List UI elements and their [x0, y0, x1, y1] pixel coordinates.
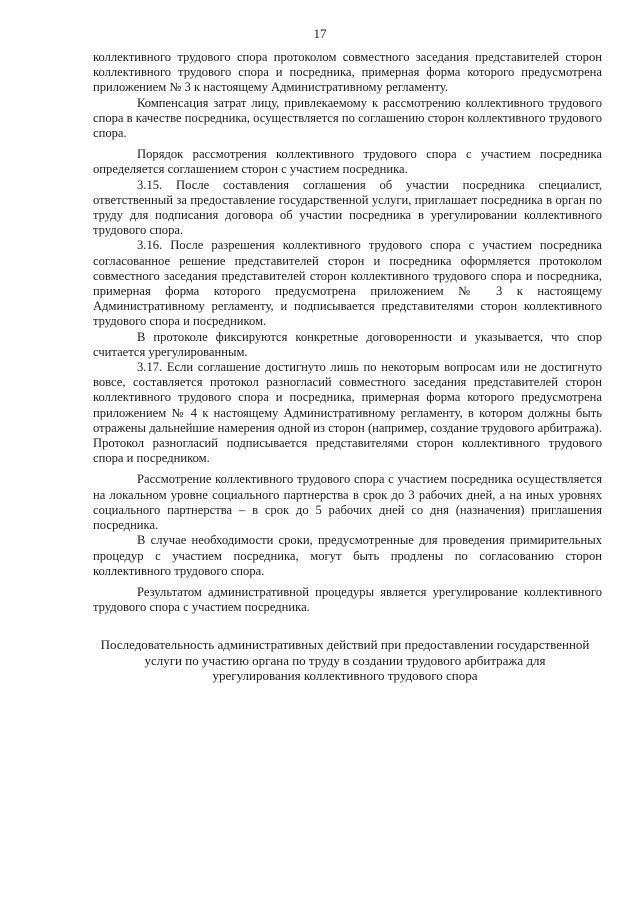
- paragraph-compensation: Компенсация затрат лицу, привлекаемому к рассмотрению коллективного трудового спора в качестве посредника, осуществляется по соглашению сторон коллективного трудового спора.: [93, 95, 602, 141]
- paragraph-extension: В случае необходимости сроки, предусмотренные для проведения примирительных процедур с участием посредника, могут быть продлены по согласованию сторон коллективного трудового спора.: [93, 533, 602, 578]
- page-number: 17: [313, 26, 327, 41]
- paragraph-3-15: 3.15. После составления соглашения об участии посредника специалист, ответственный за предоставление государственной услуги, приглашает посредника в орган по труду для подписания договора об участии посредника в урегулировании коллективного трудового спора.: [93, 177, 602, 238]
- paragraph-protocol: В протоколе фиксируются конкретные договоренности и указывается, что спор считается урегулированным.: [93, 329, 602, 359]
- paragraph-result: Результатом административной процедуры является урегулирование коллективного трудового спора с участием посредника.: [93, 584, 602, 615]
- body-text: [93, 50, 602, 615]
- paragraph-terms: Рассмотрение коллективного трудового спора с участием посредника осуществляется на локальном уровне социального партнерства в срок до 3 рабочих дней, а на иных уровнях социального партнерства – в срок до 5 рабочих дней со дня (назначения) приглашения посредника.: [93, 472, 602, 533]
- paragraph-procedure-order: Порядок рассмотрения коллективного трудового спора с участием посредника определяется соглашением сторон с участием посредника.: [93, 147, 602, 177]
- paragraph-3-16: 3.16. После разрешения коллективного трудового спора с участием посредника согласованное решение представителей сторон и посредника оформляется протоколом совместного заседания представителей сторон коллективного трудового спора и посредника, примерная форма которого предусмотрена приложением № 3 к настоящему Административному регламенту, и подписывается представителями сторон коллективного трудового спора и посредником.: [93, 238, 602, 329]
- paragraph-3-17: 3.17. Если соглашение достигнуто лишь по некоторым вопросам или не достигнуто вовсе, составляется протокол разногласий совместного заседания представителей сторон коллективного трудового спора и посредника, примерная форма которого предусмотрена приложением № 4 к настоящему Административному регламенту, в котором должны быть отражены дальнейшие намерения одной из сторон (например, создание трудового арбитража). Протокол разногласий подписывается представителями сторон коллективного трудового спора и посредником.: [93, 360, 602, 466]
- section-heading: Последовательность административных действий при предоставлении государственной услуги по участию органа по труду в создании трудового арбитража для урегулирования коллективного трудового спора: [100, 637, 590, 684]
- paragraph-continuation: коллективного трудового спора протоколом совместного заседания представителей сторон коллективного трудового спора и посредника, примерная форма которого предусмотрена приложением № 3 к настоящему Административному регламенту.: [93, 50, 602, 95]
